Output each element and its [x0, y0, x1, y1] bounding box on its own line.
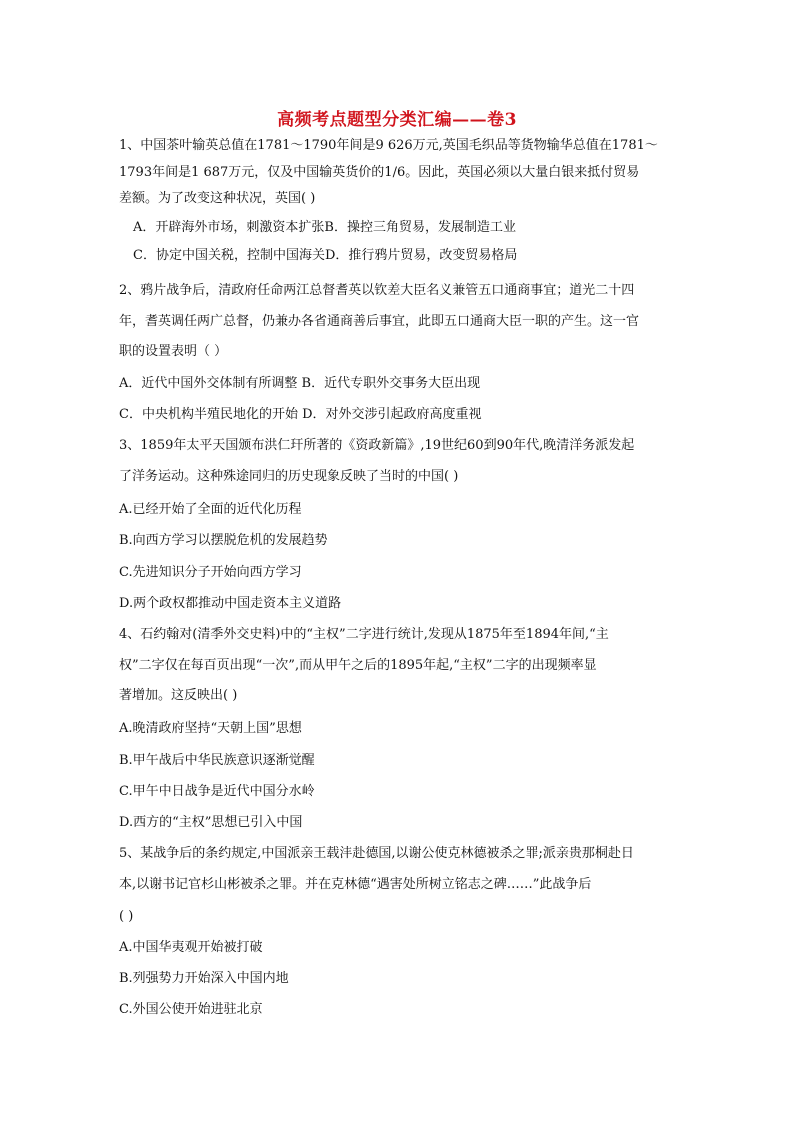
- q5-stem-line-1: 5、某战争后的条约规定,中国派亲王载沣赴德国,以谢公使克林德被杀之罪;派亲贵那桐赴日: [119, 846, 634, 861]
- q3-option-d: D.两个政权都推动中国走资本主义道路: [119, 596, 342, 611]
- q5-option-a: A.中国华夷观开始被打破: [119, 940, 263, 955]
- q3-stem-line-2: 了洋务运动。这种殊途同归的历史现象反映了当时的中国( ): [119, 469, 459, 484]
- q2-options-ab: A．近代中国外交体制有所调整 B．近代专职外交事务大臣出现: [119, 376, 481, 391]
- q1-stem-line-2: 1793年间是1 687万元，仅及中国输英货价的1/6。因此，英国必须以大量白银来抵付贸易: [119, 165, 640, 180]
- q2-stem-line-2: 年，耆英调任两广总督，仍兼办各省通商善后事宜，此即五口通商大臣一职的产生。这一官: [119, 314, 640, 329]
- q5-option-b: B.列强势力开始深入中国内地: [119, 971, 289, 986]
- q5-stem-line-3: ( ): [119, 909, 134, 924]
- q2-stem-line-1: 2、鸦片战争后，清政府任命两江总督耆英以钦差大臣名义兼管五口通商事宜；道光二十四: [119, 283, 635, 298]
- q2-options-cd: C．中央机构半殖民地化的开始 D．对外交涉引起政府高度重视: [119, 407, 482, 422]
- q1-options-cd: C．协定中国关税，控制中国海关D．推行鸦片贸易，改变贸易格局: [133, 248, 518, 263]
- q5-stem-line-2: 本,以谢书记官杉山彬被杀之罪。并在克林德“遇害处所树立铭志之碑……”此战争后: [119, 877, 592, 892]
- q4-option-d: D.西方的“主权”思想已引入中国: [119, 815, 303, 830]
- q3-option-c: C.先进知识分子开始向西方学习: [119, 565, 302, 580]
- q1-stem-line-3: 差额。为了改变这种状况，英国( ): [119, 191, 316, 206]
- q3-option-a: A.已经开始了全面的近代化历程: [119, 502, 302, 517]
- q4-option-c: C.甲午中日战争是近代中国分水岭: [119, 784, 315, 799]
- q4-stem-line-3: 著增加。这反映出( ): [119, 688, 238, 703]
- q4-stem-line-1: 4、石约翰对(清季外交史料)中的“主权”二字进行统计,发现从1875年至1894年间,“主: [119, 627, 609, 642]
- q4-option-a: A.晚清政府坚持“天朝上国”思想: [119, 721, 302, 736]
- q4-stem-line-2: 权”二字仅在每百页出现“一次”,而从甲午之后的1895年起,“主权”二字的出现频率显: [119, 658, 597, 673]
- q1-stem-line-1: 1、中国茶叶输英总值在1781～1790年间是9 626万元,英国毛织品等货物输华总值在1781～: [119, 138, 658, 153]
- q3-stem-line-1: 3、1859年太平天国颁布洪仁玕所著的《资政新篇》,19世纪60到90年代,晚清洋务派发起: [119, 438, 635, 453]
- q1-options-ab: A．开辟海外市场，刺激资本扩张B．操控三角贸易，发展制造工业: [133, 220, 516, 235]
- q3-option-b: B.向西方学习以摆脱危机的发展趋势: [119, 533, 328, 548]
- page-title: 高频考点题型分类汇编——卷3: [277, 110, 517, 130]
- q4-option-b: B.甲午战后中华民族意识逐渐觉醒: [119, 753, 315, 768]
- q2-stem-line-3: 职的设置表明（ ）: [119, 344, 228, 359]
- q5-option-c: C.外国公使开始进驻北京: [119, 1002, 263, 1017]
